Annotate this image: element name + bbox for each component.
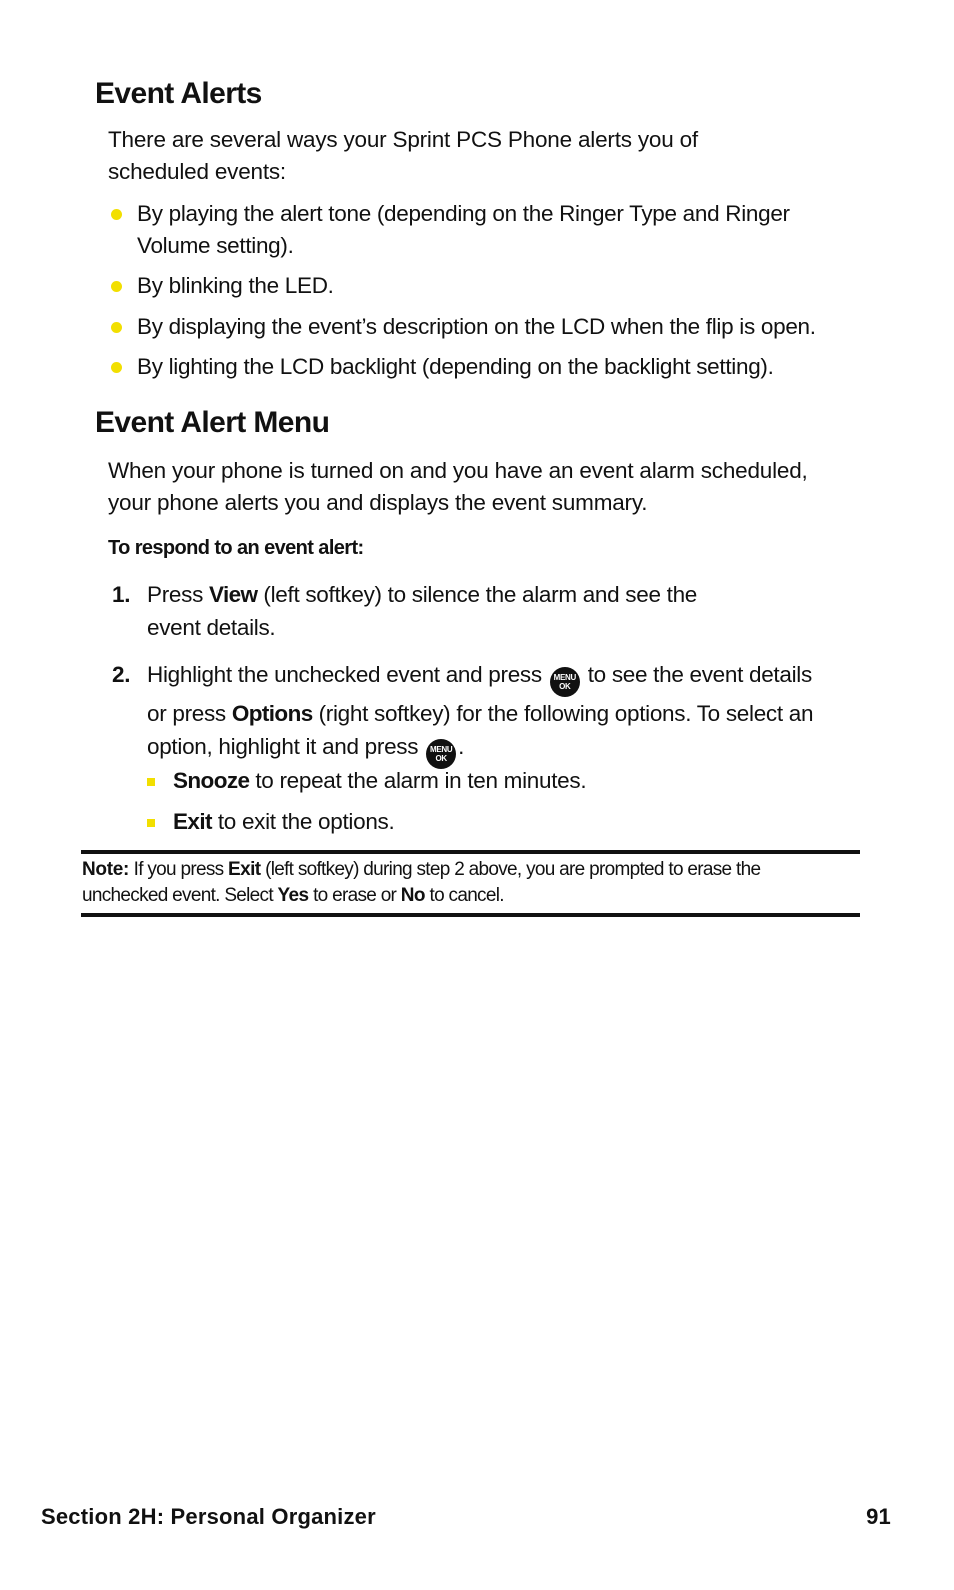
section-title-event-alerts: Event Alerts — [95, 77, 262, 110]
bullet-dot-icon — [111, 281, 122, 292]
bullet-dot-icon — [111, 209, 122, 220]
menu-ok-key-icon: MENU OK — [550, 667, 580, 697]
intro-paragraph: There are several ways your Sprint PCS Phone alerts you of scheduled events: — [108, 127, 698, 184]
intro-paragraph: When your phone is turned on and you have an event alarm scheduled, your phone alerts you and displays the event summary. — [108, 458, 808, 515]
step-item: 1. Press View (left softkey) to silence the alarm and see the event details. — [147, 578, 867, 644]
list-item: By blinking the LED. — [137, 270, 867, 302]
step-number: 2. — [112, 662, 131, 687]
option-item-exit: Exit to exit the options. — [173, 806, 394, 838]
procedure-heading: To respond to an event alert: — [108, 537, 364, 559]
option-item-snooze: Snooze to repeat the alarm in ten minutes. — [173, 765, 586, 797]
list-item: By playing the alert tone (depending on the Ringer Type and Ringer Volume setting). — [137, 198, 867, 262]
note-label: Note: — [82, 859, 130, 880]
note-text: Note: If you press Exit (left softkey) during step 2 above, you are prompted to erase the unchecked event. Select Yes to erase or No to cancel. — [82, 859, 761, 906]
step-item: 2. Highlight the unchecked event and press MENU OK to see the event details or press Options (right softkey) for the following options. To select an option, highlight it and press MENU OK . — [147, 658, 867, 769]
list-item: By lighting the LCD backlight (depending on the backlight setting). — [137, 351, 867, 383]
bullet-dot-icon — [111, 362, 122, 373]
note-bottom-rule — [81, 913, 860, 917]
square-bullet-icon — [147, 778, 155, 786]
note-top-rule — [81, 850, 860, 854]
key-label: View — [208, 582, 258, 607]
bullet-dot-icon — [111, 322, 122, 333]
section-title-event-alert-menu: Event Alert Menu — [95, 406, 330, 439]
page-number: 91 — [866, 1504, 891, 1529]
key-label: Exit — [173, 809, 212, 834]
footer-section-title: Section 2H: Personal Organizer — [41, 1504, 376, 1529]
square-bullet-icon — [147, 819, 155, 827]
step-number: 1. — [112, 582, 131, 607]
key-label: Snooze — [173, 768, 250, 793]
menu-ok-key-icon: MENU OK — [426, 739, 456, 769]
list-item: By displaying the event’s description on the LCD when the flip is open. — [137, 311, 867, 343]
key-label: Options — [231, 701, 313, 726]
